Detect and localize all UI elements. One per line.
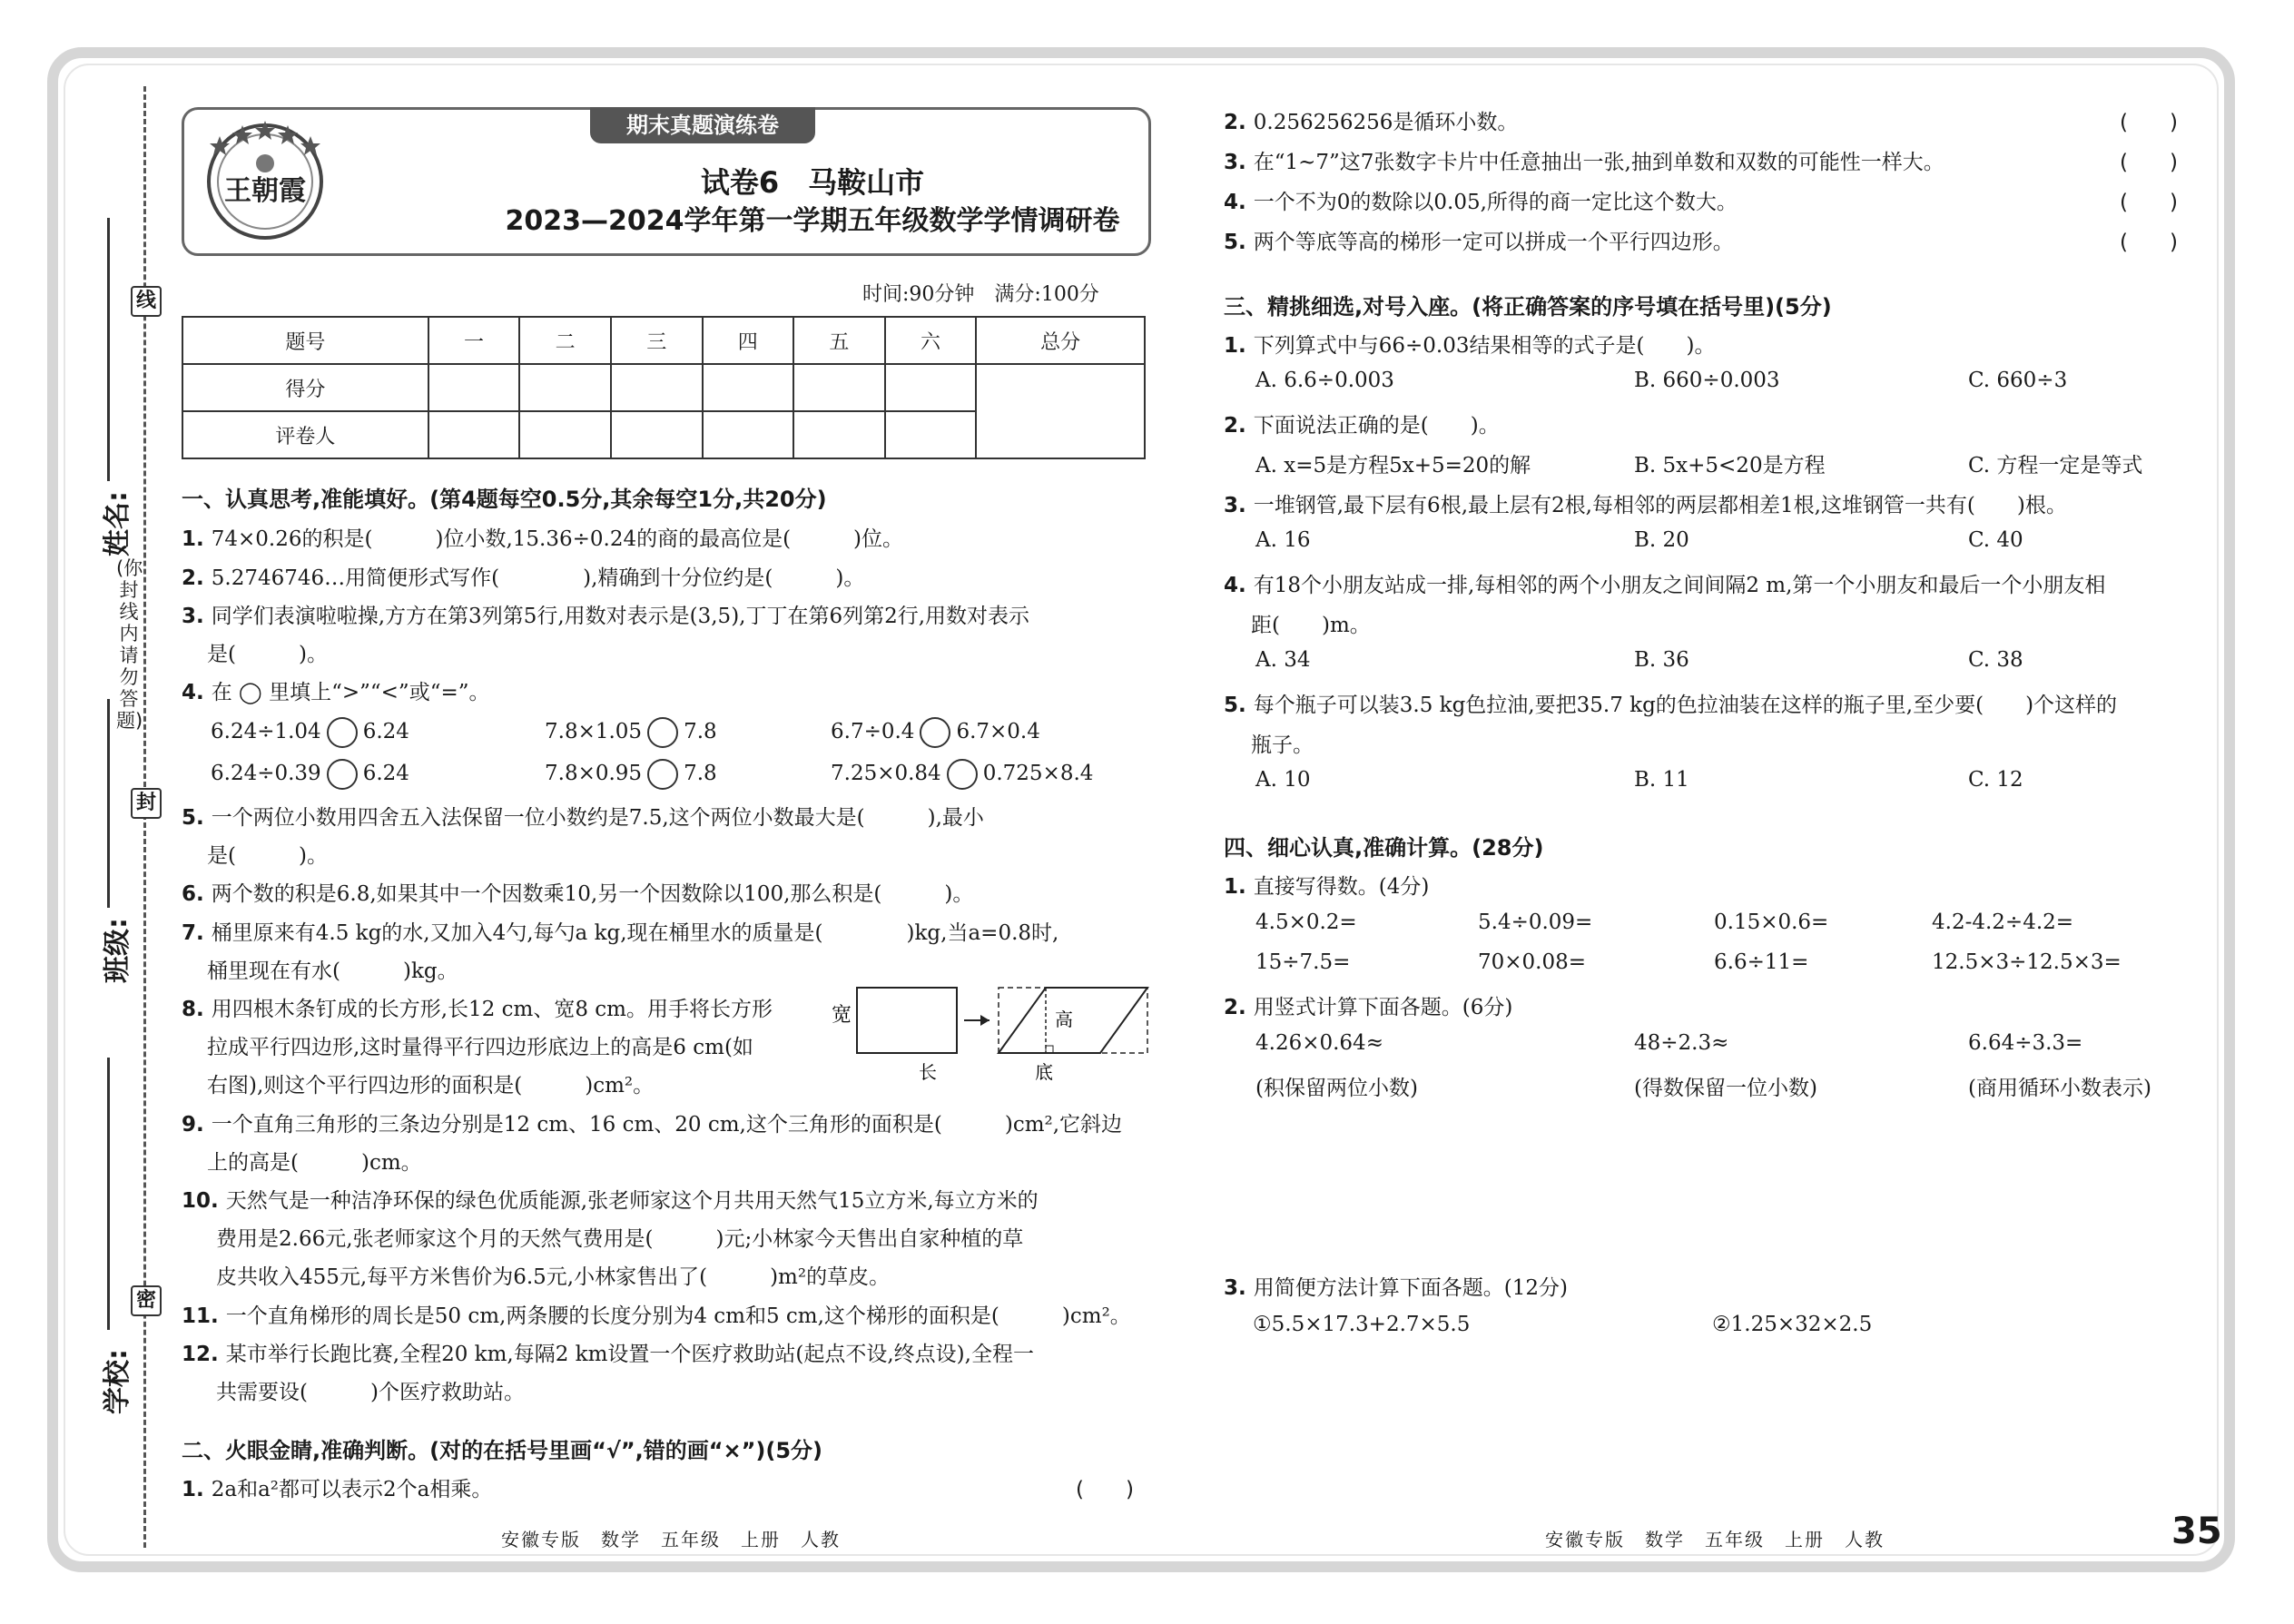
s4-p1: 1. 直接写得数。(4分)	[1224, 875, 1430, 899]
option[interactable]: A. 16	[1255, 528, 1311, 552]
option[interactable]: A. 10	[1255, 768, 1311, 792]
calc-item: 0.15×0.6=	[1714, 910, 1829, 934]
exam-title: 试卷6 马鞍山市	[700, 165, 925, 200]
name-field[interactable]	[107, 218, 110, 481]
s1-q8-cont2: 右图),则这个平行四边形的面积是( )cm²。	[207, 1074, 655, 1097]
calc-item: 12.5×3÷12.5×3=	[1932, 950, 2122, 974]
s2-q5: 5. 两个等底等高的梯形一定可以拼成一个平行四边形。	[1224, 231, 1734, 254]
calc-item: 6.6÷11=	[1714, 950, 1809, 974]
option[interactable]: C. 40	[1968, 528, 2023, 552]
s1-q5-cont: 是( )。	[207, 844, 328, 868]
page-number: 35	[2171, 1511, 2222, 1552]
s2-q2: 2. 0.256256256是循环小数。	[1224, 111, 1519, 134]
gutter-note: (你封线内请勿答题)	[116, 557, 143, 732]
answer-paren[interactable]: ( )	[2120, 191, 2178, 214]
q8-diagram	[828, 980, 1155, 1080]
calc-note: (商用循环小数表示)	[1968, 1077, 2151, 1100]
answer-paren[interactable]: ( )	[1076, 1478, 1134, 1501]
time-info: 时间:90分钟 满分:100分	[862, 283, 1099, 306]
s1-q8: 8. 用四根木条钉成的长方形,长12 cm、宽8 cm。用手将长方形	[182, 998, 773, 1021]
s1-q7-cont: 桶里现在有水( )kg。	[207, 960, 458, 983]
score-table	[182, 316, 1146, 459]
s3-q5-cont: 瓶子。	[1251, 733, 1314, 757]
q4-item: 6.24÷1.04 6.24	[211, 717, 409, 748]
s1-q9: 9. 一个直角三角形的三条边分别是12 cm、16 cm、20 cm,这个三角形的面积是( )cm²,它斜边	[182, 1113, 1123, 1137]
option[interactable]: A. 34	[1255, 648, 1311, 672]
calc-item: 15÷7.5=	[1255, 950, 1351, 974]
option[interactable]: B. 36	[1634, 648, 1689, 672]
option[interactable]: B. 660÷0.003	[1634, 369, 1780, 392]
s3-q1: 1. 下列算式中与66÷0.03结果相等的式子是( )。	[1224, 334, 1716, 358]
q4-item: 7.8×0.95 7.8	[545, 759, 717, 790]
section3-title: 三、精挑细选,对号入座。(将正确答案的序号填在括号里)(5分)	[1224, 294, 1832, 320]
calc-item: 5.4÷0.09=	[1478, 910, 1593, 934]
school-label: 学校:	[102, 1349, 133, 1414]
s2-q1: 1. 2a和a²都可以表示2个a相乘。	[182, 1478, 493, 1501]
answer-paren[interactable]: ( )	[2120, 111, 2178, 134]
s4-p3: 3. 用简便方法计算下面各题。(12分)	[1224, 1276, 1568, 1300]
s2-q4: 4. 一个不为0的数除以0.05,所得的商一定比这个数大。	[1224, 191, 1738, 214]
school-field[interactable]	[107, 1058, 110, 1330]
s1-q12-cont: 共需要设( )个医疗救助站。	[216, 1381, 525, 1404]
s1-q10-cont2: 皮共收入455元,每平方米售价为6.5元,小林家售出了( )m²的草皮。	[216, 1265, 891, 1289]
s3-q4-cont: 距( )m。	[1251, 614, 1371, 637]
section1-title: 一、认真思考,准能填好。(第4题每空0.5分,其余每空1分,共20分)	[182, 487, 827, 512]
score-header-row: 题号 一 二 三 四 五 六 总分	[182, 317, 1145, 364]
svg-text:高: 高	[1055, 1009, 1073, 1030]
svg-text:王朝霞: 王朝霞	[224, 175, 306, 207]
s1-q6: 6. 两个数的积是6.8,如果其中一个因数乘10,另一个因数除以100,那么积是( )。	[182, 882, 974, 906]
s1-q12: 12. 某市举行长跑比赛,全程20 km,每隔2 km设置一个医疗救助站(起点不设,终点设),全程一	[182, 1343, 1034, 1366]
publisher-logo	[192, 116, 338, 243]
s1-q11: 11. 一个直角梯形的周长是50 cm,两条腰的长度分别为4 cm和5 cm,这个梯形的面积是( )cm²。	[182, 1304, 1131, 1328]
answer-paren[interactable]: ( )	[2120, 151, 2178, 174]
section2-title: 二、火眼金睛,准确判断。(对的在括号里画“√”,错的画“×”)(5分)	[182, 1438, 823, 1463]
q4-item: 6.7÷0.4 6.7×0.4	[831, 717, 1040, 748]
option[interactable]: C. 660÷3	[1968, 369, 2068, 392]
option[interactable]: B. 11	[1634, 768, 1689, 792]
calc-note: (积保留两位小数)	[1255, 1077, 1418, 1100]
class-label: 班级:	[102, 918, 133, 983]
s3-q3: 3. 一堆钢管,最下层有6根,最上层有2根,每相邻的两层都相差1根,这堆钢管一共有( )根。	[1224, 494, 2067, 517]
answer-paren[interactable]: ( )	[2120, 231, 2178, 254]
s1-q9-cont: 上的高是( )cm。	[207, 1151, 422, 1175]
s1-q7: 7. 桶里原来有4.5 kg的水,又加入4勺,每勺a kg,现在桶里水的质量是( )kg,当a=0.8时,	[182, 921, 1059, 945]
s1-q10-cont: 费用是2.66元,张老师家这个月的天然气费用是( )元;小林家今天售出自家种植的草	[216, 1227, 1024, 1251]
calc-item: 6.64÷3.3=	[1968, 1031, 2083, 1055]
s1-q1: 1. 74×0.26的积是( )位小数,15.36÷0.24的商的最高位是( )位。	[182, 527, 904, 551]
gutter-feng: 封	[131, 788, 162, 819]
calc-item: 4.2-4.2÷4.2=	[1932, 910, 2074, 934]
calc-item: 4.26×0.64≈	[1255, 1031, 1383, 1055]
svg-text:长: 长	[919, 1061, 937, 1080]
s2-q3: 3. 在“1~7”这7张数字卡片中任意抽出一张,抽到单数和双数的可能性一样大。	[1224, 151, 1944, 174]
s1-q3: 3. 同学们表演啦啦操,方方在第3列第5行,用数对表示是(3,5),丁丁在第6列第2行,用数对表示	[182, 605, 1030, 628]
option[interactable]: B. 5x+5<20是方程	[1634, 454, 1826, 477]
q4-item: 7.8×1.05 7.8	[545, 717, 717, 748]
footer-right: 安徽专版 数学 五年级 上册 人教	[1545, 1529, 1885, 1550]
score-row: 得分	[182, 364, 1145, 411]
svg-text:底: 底	[1035, 1061, 1053, 1080]
calc-note: (得数保留一位小数)	[1634, 1077, 1817, 1100]
s3-q2: 2. 下面说法正确的是( )。	[1224, 414, 1500, 438]
s1-q4: 4. 在 ◯ 里填上“>”“<”或“=”。	[182, 681, 490, 704]
s1-q10: 10. 天然气是一种洁净环保的绿色优质能源,张老师家这个月共用天然气15立方米,每立方米的	[182, 1189, 1039, 1213]
s1-q3-cont: 是( )。	[207, 643, 328, 666]
name-label: 姓名:	[102, 491, 133, 556]
calc-item: ①5.5×17.3+2.7×5.5	[1253, 1313, 1471, 1336]
footer-left: 安徽专版 数学 五年级 上册 人教	[501, 1529, 841, 1550]
class-field[interactable]	[107, 699, 110, 908]
option[interactable]: A. 6.6÷0.003	[1255, 369, 1394, 392]
calc-item: 48÷2.3≈	[1634, 1031, 1729, 1055]
option[interactable]: C. 方程一定是等式	[1968, 454, 2143, 477]
header-tab: 期末真题演练卷	[590, 107, 815, 143]
s1-q8-cont: 拉成平行四边形,这时量得平行四边形底边上的高是6 cm(如	[207, 1036, 753, 1059]
grader-row: 评卷人	[182, 411, 1145, 458]
s3-q4: 4. 有18个小朋友站成一排,每相邻的两个小朋友之间间隔2 m,第一个小朋友和最后一个小朋友相	[1224, 574, 2106, 597]
exam-subtitle: 2023—2024学年第一学期五年级数学学情调研卷	[505, 205, 1120, 237]
s1-q2: 2. 5.2746746…用简便形式写作( ),精确到十分位约是( )。	[182, 566, 865, 590]
q4-item: 6.24÷0.39 6.24	[211, 759, 409, 790]
gutter-xian: 线	[131, 286, 162, 317]
s1-q5: 5. 一个两位小数用四舍五入法保留一位小数约是7.5,这个两位小数最大是( ),最小	[182, 806, 984, 830]
section4-title: 四、细心认真,准确计算。(28分)	[1224, 835, 1544, 861]
option[interactable]: C. 38	[1968, 648, 2023, 672]
q4-item: 7.25×0.84 0.725×8.4	[831, 759, 1093, 790]
option[interactable]: A. x=5是方程5x+5=20的解	[1255, 454, 1531, 477]
calc-item: 4.5×0.2=	[1255, 910, 1357, 934]
s4-p2: 2. 用竖式计算下面各题。(6分)	[1224, 996, 1513, 1019]
gutter-mi: 密	[131, 1285, 162, 1316]
s3-q5: 5. 每个瓶子可以装3.5 kg色拉油,要把35.7 kg的色拉油装在这样的瓶子里,至少要( )个这样的	[1224, 694, 2118, 717]
calc-item: 70×0.08=	[1478, 950, 1587, 974]
option[interactable]: C. 12	[1968, 768, 2023, 792]
option[interactable]: B. 20	[1634, 528, 1689, 552]
calc-item: ②1.25×32×2.5	[1712, 1313, 1873, 1336]
svg-text:宽: 宽	[832, 1004, 852, 1027]
